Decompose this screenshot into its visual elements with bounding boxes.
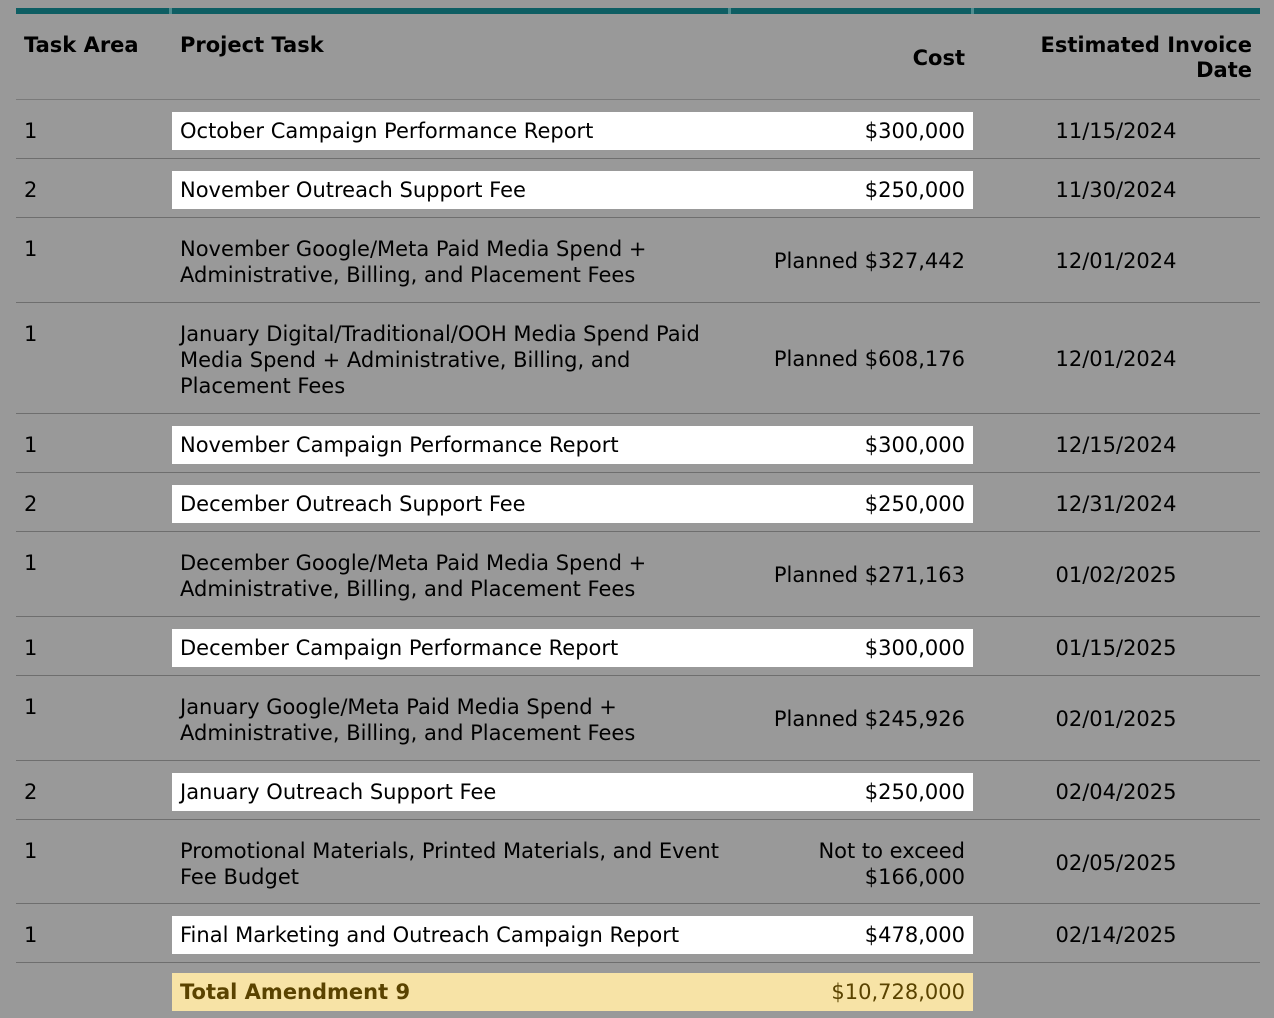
invoice-date-cell: 02/14/2025 — [1055, 923, 1177, 947]
header-date-line2: Date — [1196, 58, 1252, 82]
cost-cell: Planned $608,176 — [773, 347, 965, 371]
table-row — [16, 473, 1260, 532]
project-task-cell: December Outreach Support Fee — [180, 492, 526, 516]
table-row — [16, 904, 1260, 963]
table-row — [16, 617, 1260, 676]
project-task-cell: January Google/Meta Paid Media Spend + Administrative, Billing, and Placement Fees — [180, 695, 636, 745]
cost-cell: Planned $271,163 — [773, 563, 965, 587]
task-area-cell: 1 — [24, 551, 38, 575]
invoice-date-cell: 01/15/2025 — [1055, 636, 1177, 660]
cost-cell: Not to exceed $166,000 — [818, 839, 965, 889]
header-project-task: Project Task — [180, 33, 324, 57]
task-area-cell: 1 — [24, 433, 38, 457]
task-area-cell: 2 — [24, 780, 38, 804]
invoice-date-cell: 12/01/2024 — [1055, 249, 1177, 273]
table-row — [16, 414, 1260, 473]
invoice-date-cell: 12/31/2024 — [1055, 492, 1177, 516]
header-task-area: Task Area — [24, 33, 139, 57]
table-row — [16, 100, 1260, 159]
cost-cell: Planned $245,926 — [773, 707, 965, 731]
project-task-cell: November Outreach Support Fee — [180, 178, 526, 202]
cost-cell: Planned $327,442 — [773, 249, 965, 273]
table-row — [16, 761, 1260, 820]
table-row — [16, 218, 1260, 303]
project-task-cell: Promotional Materials, Printed Materials, and Event Fee Budget — [180, 839, 720, 889]
project-task-cell: January Outreach Support Fee — [180, 780, 497, 804]
table-row — [16, 676, 1260, 761]
invoice-date-cell: 02/01/2025 — [1055, 707, 1177, 731]
invoice-date-cell: 12/01/2024 — [1055, 347, 1177, 371]
header-date-line1: Estimated Invoice — [1040, 33, 1252, 57]
project-task-cell: December Campaign Performance Report — [180, 636, 619, 660]
task-area-cell: 1 — [24, 839, 38, 863]
task-area-cell: 2 — [24, 178, 38, 202]
cost-cell: $300,000 — [864, 119, 965, 143]
project-task-cell: November Campaign Performance Report — [180, 433, 619, 457]
project-task-cell: Final Marketing and Outreach Campaign Report — [180, 923, 680, 947]
invoice-date-cell: 11/30/2024 — [1055, 178, 1177, 202]
table-row — [16, 303, 1260, 414]
table-row — [16, 159, 1260, 218]
project-task-cell: January Digital/Traditional/OOH Media Spend Paid Media Spend + Administrative, Billing, and Placement Fees — [180, 322, 700, 398]
project-task-cell: December Google/Meta Paid Media Spend + Administrative, Billing, and Placement Fees — [180, 551, 647, 601]
task-area-cell: 1 — [24, 237, 38, 261]
cost-cell: $250,000 — [864, 492, 965, 516]
invoice-date-cell: 12/15/2024 — [1055, 433, 1177, 457]
invoice-date-cell: 02/04/2025 — [1055, 780, 1177, 804]
cost-cell: $478,000 — [864, 923, 965, 947]
cost-cell: $250,000 — [864, 178, 965, 202]
task-area-cell: 1 — [24, 923, 38, 947]
task-area-cell: 2 — [24, 492, 38, 516]
cost-cell: $250,000 — [864, 780, 965, 804]
table-header — [16, 14, 1260, 100]
task-area-cell: 1 — [24, 636, 38, 660]
invoice-date-cell: 02/05/2025 — [1055, 851, 1177, 875]
task-area-cell: 1 — [24, 119, 38, 143]
total-label: Total Amendment 9 — [180, 980, 411, 1004]
table-row — [16, 532, 1260, 617]
table-row — [16, 820, 1260, 904]
cost-cell: $300,000 — [864, 636, 965, 660]
invoice-date-cell: 11/15/2024 — [1055, 119, 1177, 143]
header-cost: Cost — [912, 46, 965, 70]
project-task-cell: October Campaign Performance Report — [180, 119, 594, 143]
invoice-date-cell: 01/02/2025 — [1055, 563, 1177, 587]
header-estimated-invoice-date — [996, 33, 1252, 83]
project-task-cell: November Google/Meta Paid Media Spend + Administrative, Billing, and Placement Fees — [180, 237, 647, 287]
task-area-cell: 1 — [24, 322, 38, 346]
total-row — [172, 973, 973, 1011]
task-area-cell: 1 — [24, 695, 38, 719]
total-value: $10,728,000 — [831, 980, 965, 1004]
cost-cell: $300,000 — [864, 433, 965, 457]
